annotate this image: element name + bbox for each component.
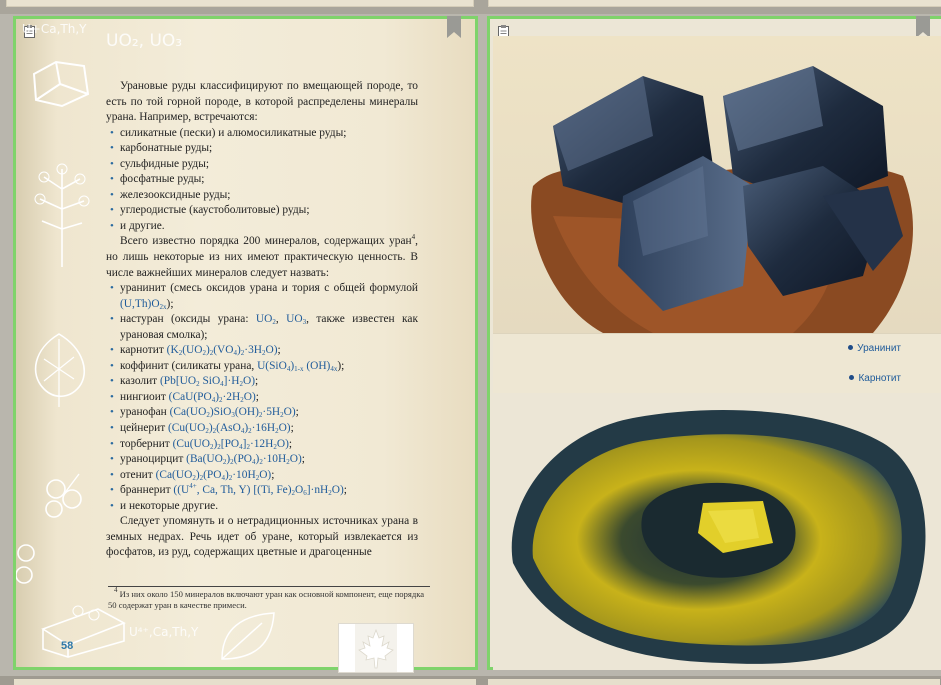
mineral-zeunerite: • цейнерит $(Cu(UO_2)_2(AsO_4)_2\cdot 16H_2O)$; — [106, 421, 418, 437]
uraninite-photo — [493, 36, 941, 333]
previous-page-left-edge[interactable] — [6, 0, 474, 7]
next-page-right-edge[interactable] — [488, 679, 940, 685]
handwritten-oxide-formula: UO₂, UO₃ — [106, 31, 183, 51]
list-item: • железооксидные руды; — [106, 188, 418, 204]
next-pages-strip — [0, 676, 941, 685]
mineral-kasolite: • казолит ($Pb[UO_2$ $SiO_4]\cdot H_2O$); — [106, 374, 418, 390]
mineral-uranophane: • уранофан $(Ca(UO_2)SiO_3(OH)_2\cdot 5H_2O)$; — [106, 405, 418, 421]
mineral-coffinite: • коффинит (силикаты урана, $U(SiO_4)_{1-x}$ $(OH)_{4x}$); — [106, 359, 418, 375]
leaf-sketch — [212, 609, 282, 664]
plant-sketch — [24, 159, 99, 269]
mineral-torbernite: • торбернит $(Cu(UO_2)_2[PO_4]_2\cdot 12H_2O)$; — [106, 437, 418, 453]
bookmark-ribbon-icon[interactable] — [916, 16, 930, 38]
handwritten-formula-bottom: U⁴⁺,Ca,Th,Y — [129, 625, 199, 639]
main-text — [106, 79, 418, 561]
mineral-ningyoite: • нингиоит $(CaU(PO_4)_2\cdot 2H_2O)$; — [106, 390, 418, 406]
handwritten-formula: U+Ca,Th,Y — [22, 22, 87, 36]
canada-flag-image — [338, 623, 414, 673]
mineral-others: • и некоторые другие. — [106, 499, 418, 515]
list-item: • силикатные (пески) и алюмосиликатные руды; — [106, 126, 418, 142]
paragraph-minerals-count: Всего известно порядка 200 минералов, содержащих уран$^4$, но лишь некоторые из них имеют практическую ценность. В числе важнейших минералов следует назвать: — [106, 233, 418, 279]
list-item: • и другие. — [106, 219, 418, 235]
page-number: 58 — [61, 640, 74, 652]
mineral-uranocircite: • ураноцирцит $(Ba(UO_2)_2(PO_4)_2\cdot 10H_2O)$; — [106, 452, 418, 468]
list-item: • сульфидные руды; — [106, 157, 418, 173]
left-page[interactable] — [13, 16, 478, 670]
caption-carnotite: Карнотит — [849, 373, 901, 384]
ore-types-list — [106, 126, 418, 235]
flower-sketch — [24, 329, 94, 409]
mineral-nasturan: • настуран (оксиды урана: $UO_2$, $UO_3$, также известен как урановая смолка); — [106, 312, 418, 343]
right-page[interactable] — [487, 16, 941, 670]
berries-sketch — [34, 469, 94, 529]
mineral-brannerite: • браннерит (($U^{4+}$, Ca, Th, Y) [(Ti, $Fe)_2O_6]\cdot nH_2O$); — [106, 483, 418, 499]
fruit-sketch — [16, 539, 40, 589]
caption-uraninite: Уранинит — [848, 343, 901, 354]
mineral-uraninite: • уранинит (смесь оксидов урана и тория с общей формулой $(U,Th)O_{2x}$); — [106, 281, 418, 312]
footnote-ref[interactable]: 4 — [411, 233, 416, 242]
footnote-divider — [108, 586, 430, 587]
mineral-autunite: • отенит $(Ca(UO_2)_2(PO_4)_2\cdot 10H_2O)$; — [106, 468, 418, 484]
list-item: • карбонатные руды; — [106, 141, 418, 157]
footnote: $^4$ Из них около 150 минералов включают уран как основной компонент, еще порядка 50 содержат уран в качестве примеси. — [108, 586, 425, 610]
bookmark-ribbon-icon[interactable] — [447, 16, 461, 38]
previous-page-right-edge[interactable] — [488, 0, 941, 7]
photo-captions — [493, 333, 941, 395]
paragraph-ore-classification: Урановые руды классифицируют по вмещающей породе, то есть по той горной породе, в которой распределены минералы урана. Например, встречаются: — [106, 80, 418, 124]
previous-pages-strip — [0, 0, 941, 14]
list-item: • углеродистые (каустоболитовые) руды; — [106, 203, 418, 219]
crystal-sketch — [26, 54, 96, 114]
list-item: • фосфатные руды; — [106, 172, 418, 188]
mineral-carnotite: • карнотит $(K_2(UO_2)_2(VO_4)_2\cdot 3H_2O)$; — [106, 343, 418, 359]
next-page-left-edge[interactable] — [14, 679, 476, 685]
uraninite-formula: $(U,Th)O_{2x}$ — [120, 297, 167, 311]
maple-leaf-icon — [339, 624, 413, 672]
paragraph-unconventional-sources: Следует упомянуть и о нетрадиционных источниках урана в земных недрах. Речь идет об уране, который извлекается из фосфатов, из руд, содержащих цветные и драгоценные — [106, 515, 418, 559]
minerals-list — [106, 281, 418, 514]
carnotite-photo — [493, 393, 941, 670]
